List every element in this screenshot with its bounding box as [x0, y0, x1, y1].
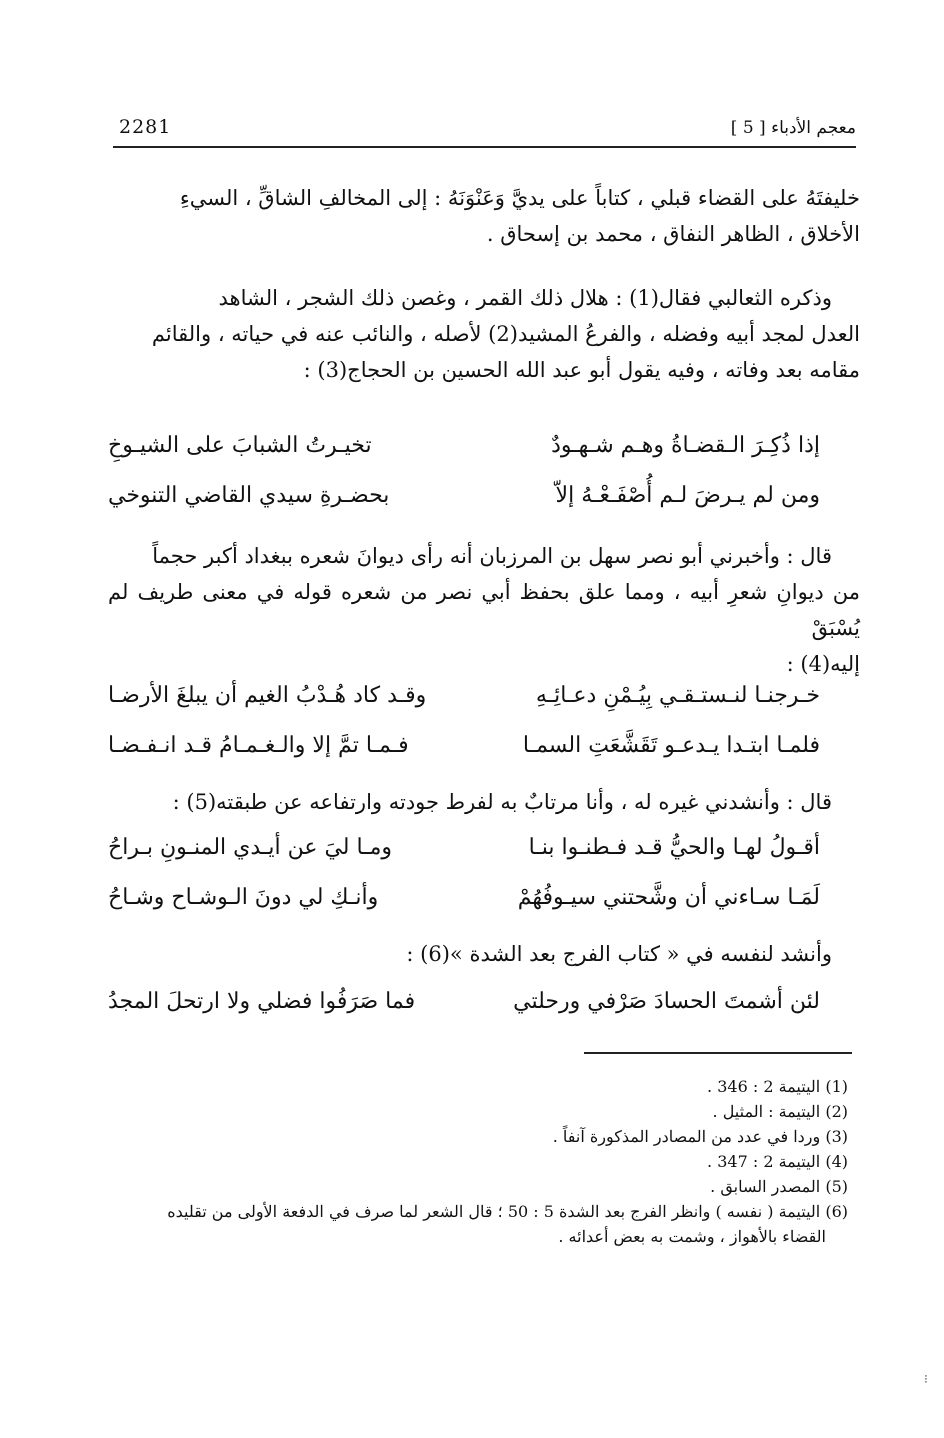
footnotes — [108, 1074, 848, 1249]
poem-2 — [108, 670, 820, 770]
verse-line — [108, 420, 820, 470]
paragraph-2 — [108, 280, 860, 388]
verse-line — [108, 822, 820, 872]
footnote-6-continued: القضاء بالأهواز ، وشمت به بعض أعدائه . — [558, 1227, 826, 1246]
verse-line — [108, 670, 820, 720]
verse-first-hemistich: لَمَـا سـاءني أن وشَّحتني سيـوفُهُمْ — [517, 884, 820, 910]
paragraph-3 — [108, 538, 860, 682]
verse-first-hemistich: إذا ذُكِـرَ الـقضـاةُ وهـم شـهـودٌ — [551, 432, 820, 458]
footnote-4: (4) اليتيمة 2 : 347 . — [707, 1152, 848, 1171]
margin-mark: ⁝ — [924, 1372, 928, 1386]
poem-4 — [108, 976, 820, 1026]
verse-second-hemistich: بحضـرةِ سيدي القاضي التنوخي — [108, 482, 390, 508]
footnote-6: (6) اليتيمة ( نفسه ) وانظر الفرج بعد الشدة 5 : 50 ؛ قال الشعر لما صرف في الدفعة الأولى من تقليده — [167, 1202, 848, 1221]
footnote-1: (1) اليتيمة 2 : 346 . — [707, 1077, 848, 1096]
verse-second-hemistich: فـمـا تمَّ إلا والـغـمـامُ قـد انـفـضـا — [108, 732, 409, 758]
poem-3 — [108, 822, 820, 922]
text-line: مقامه بعد وفاته ، وفيه يقول أبو عبد الله الحسين بن الحجاج(3) : — [303, 358, 860, 382]
page-header — [113, 112, 856, 148]
footnote-3: (3) وردا في عدد من المصادر المذكورة آنفاً . — [552, 1127, 848, 1146]
verse-first-hemistich: ومن لم يـرضَ لـم أُصْفَـعْـهُ إلاّ — [555, 482, 820, 508]
verse-second-hemistich: تخيـرتُ الشبابَ على الشيـوخِ — [108, 432, 372, 458]
footnote-5: (5) المصدر السابق . — [710, 1177, 848, 1196]
verse-second-hemistich: ومـا ليَ عن أيـدي المنـونِ بـراحُ — [108, 834, 393, 860]
verse-first-hemistich: لئن أشمتَ الحسادَ صَرْفي ورحلتي — [513, 988, 820, 1014]
paragraph-5 — [108, 936, 860, 972]
verse-second-hemistich: وأنـكِ لي دونَ الـوشـاح وشـاحُ — [108, 884, 379, 910]
verse-second-hemistich: فما صَرَفُوا فضلي ولا ارتحلَ المجدُ — [108, 988, 416, 1014]
text-line: خليفتَهُ على القضاء قبلي ، كتاباً على يديَّ وَعَنْوَنَهُ : إلى المخالفِ الشاقِّ ، السيءِ — [179, 186, 860, 210]
running-title: معجم الأدباء [ 5 ] — [730, 118, 856, 138]
verse-line — [108, 872, 820, 922]
page-number: 2281 — [119, 116, 172, 138]
text-line: الأخلاق ، الظاهر النفاق ، محمد بن إسحاق . — [486, 222, 860, 246]
paragraph-4 — [108, 784, 860, 820]
verse-line — [108, 976, 820, 1026]
text-line: وأنشد لنفسه في « كتاب الفرج بعد الشدة »(6) : — [406, 942, 832, 966]
text-line: قال : وأنشدني غيره له ، وأنا مرتابٌ به لفرط جودته وارتفاعه عن طبقته(5) : — [172, 790, 832, 814]
footnote-separator — [584, 1052, 852, 1054]
text-line: من ديوانِ شعرِ أبيه ، ومما علق بحفظ أبي نصر من شعره قوله في معنى طريف لم يُسْبَقْ — [108, 580, 860, 640]
poem-1 — [108, 420, 820, 520]
verse-line — [108, 720, 820, 770]
verse-first-hemistich: أقـولُ لهـا والحيُّ قـد فـطنـوا بنـا — [528, 834, 820, 860]
verse-first-hemistich: فلمـا ابتـدا يـدعـو تَقَشَّعَتِ السمـا — [522, 732, 820, 758]
text-line: العدل لمجد أبيه وفضله ، والفرعُ المشيد(2) لأصله ، والنائب عنه في حياته ، والقائم — [151, 322, 860, 346]
text-line: إليه(4) : — [786, 652, 860, 676]
text-line: وذكره الثعالبي فقال(1) : هلال ذلك القمر ، وغصن ذلك الشجر ، الشاهد — [218, 286, 832, 310]
verse-first-hemistich: خـرجنـا لنـستـقـي بِيُـمْنِ دعـائِـهِ — [535, 682, 820, 708]
verse-line — [108, 470, 820, 520]
text-line: قال : وأخبرني أبو نصر سهل بن المرزبان أنه رأى ديوانَ شعره ببغداد أكبر حجماً — [152, 544, 832, 568]
footnote-2: (2) اليتيمة : المثيل . — [712, 1102, 848, 1121]
paragraph-1 — [108, 180, 860, 252]
verse-second-hemistich: وقـد كاد هُـدْبُ الغيم أن يبلغَ الأرضـا — [108, 682, 427, 708]
